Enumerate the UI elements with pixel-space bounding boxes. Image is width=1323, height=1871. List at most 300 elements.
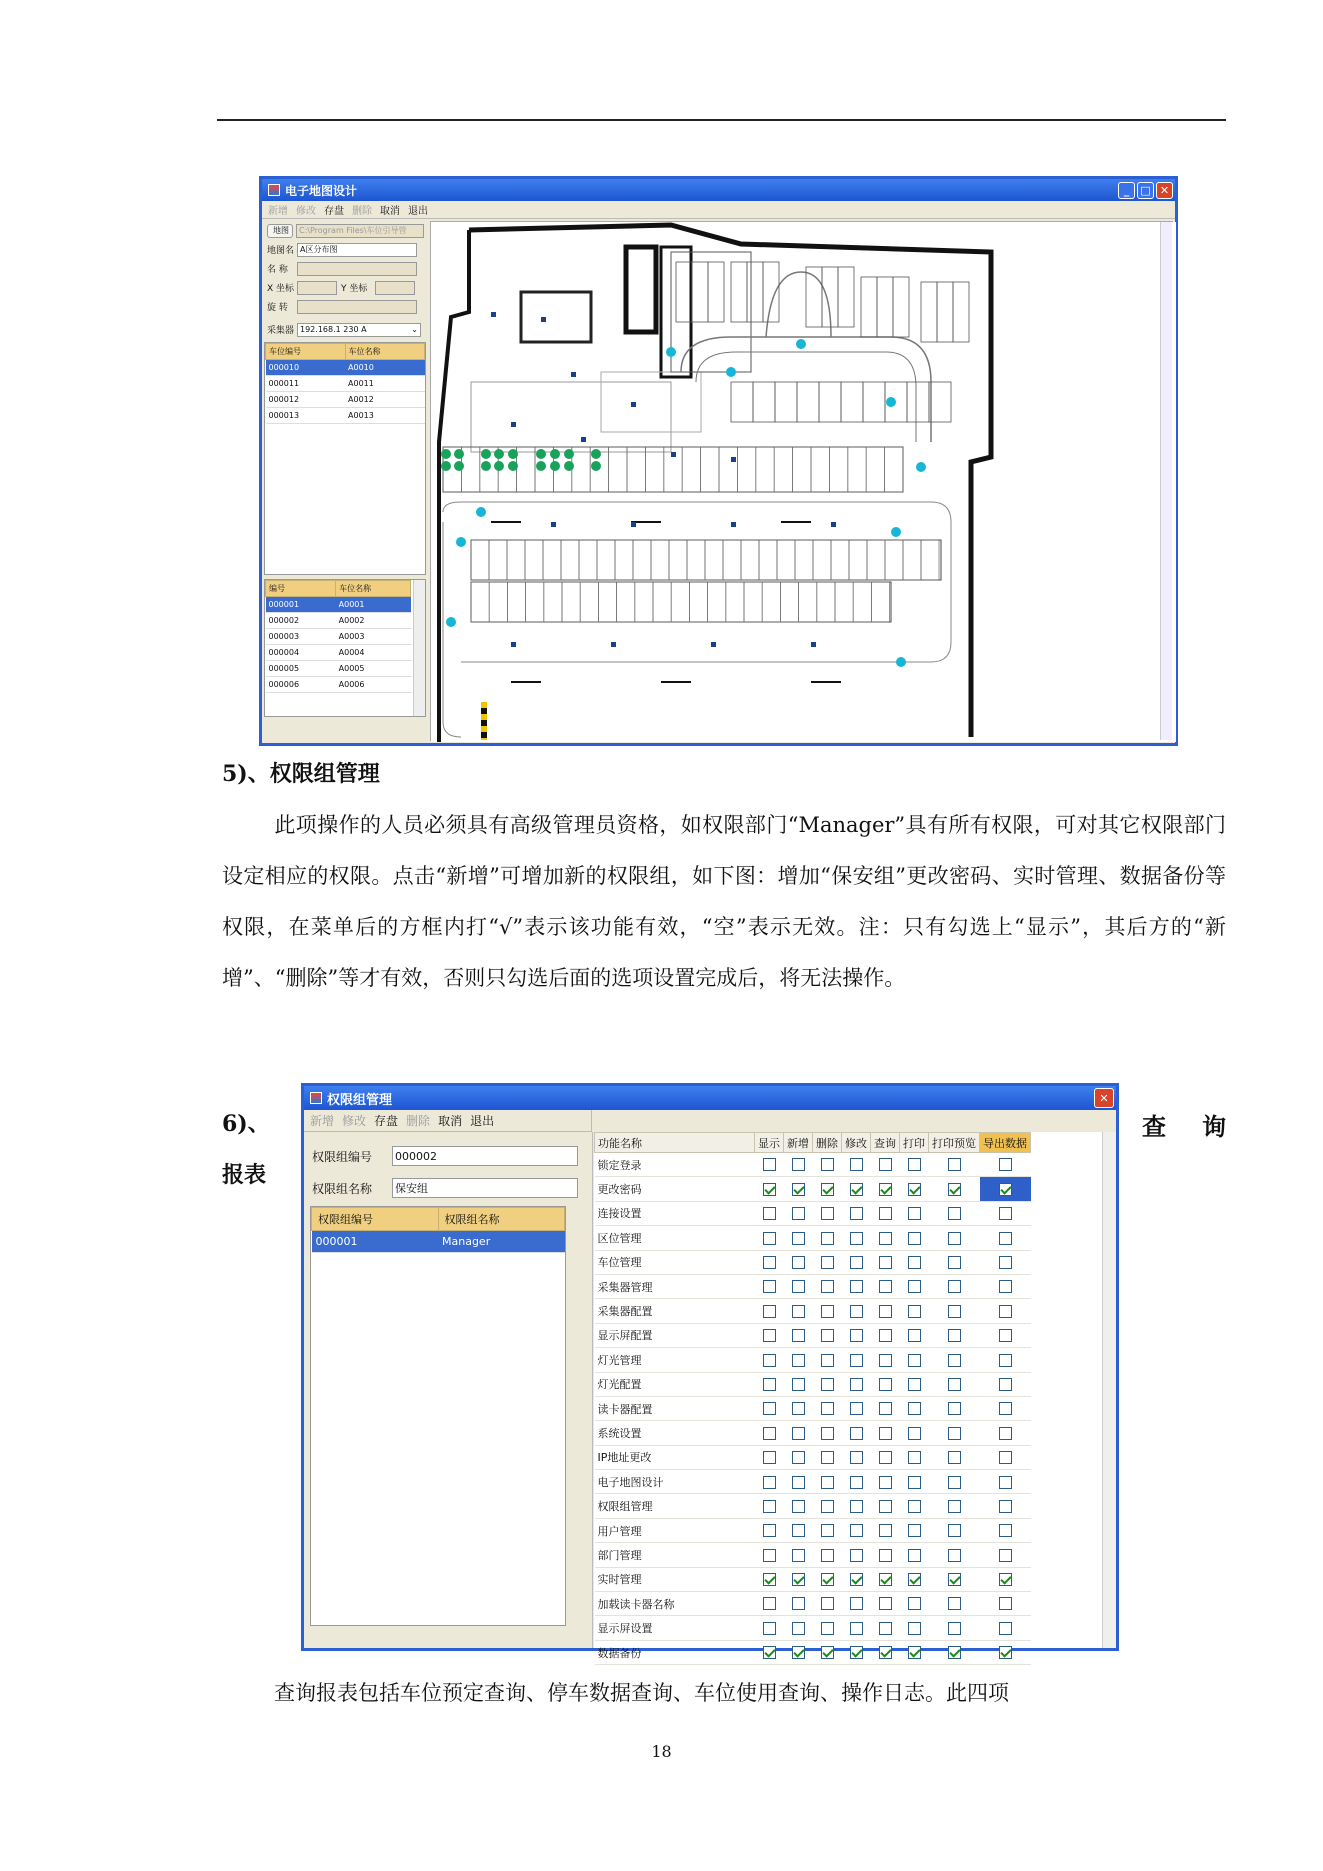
permission-checkbox[interactable] xyxy=(999,1597,1012,1610)
permission-checkbox[interactable] xyxy=(908,1378,921,1391)
permission-checkbox[interactable] xyxy=(792,1427,805,1440)
permission-checkbox[interactable] xyxy=(908,1524,921,1537)
permission-checkbox[interactable] xyxy=(948,1597,961,1610)
permission-checkbox[interactable] xyxy=(879,1573,892,1586)
permission-checkbox[interactable] xyxy=(763,1378,776,1391)
permission-checkbox[interactable] xyxy=(792,1280,805,1293)
permission-checkbox[interactable] xyxy=(999,1256,1012,1269)
slot-list-row[interactable] xyxy=(266,597,411,613)
permission-checkbox[interactable] xyxy=(821,1158,834,1171)
slot-row[interactable] xyxy=(266,392,425,408)
function-name: 采集器管理 xyxy=(595,1274,755,1298)
permission-checkbox[interactable] xyxy=(792,1500,805,1513)
cell: A0002 xyxy=(336,613,411,629)
chevron-down-icon[interactable]: ⌄ xyxy=(411,325,418,334)
permission-checkbox[interactable] xyxy=(879,1183,892,1196)
permission-checkbox[interactable] xyxy=(821,1622,834,1635)
permission-checkbox[interactable] xyxy=(879,1232,892,1245)
permission-checkbox[interactable] xyxy=(908,1256,921,1269)
structural-column xyxy=(571,372,576,377)
permission-checkbox[interactable] xyxy=(999,1549,1012,1562)
permission-checkbox[interactable] xyxy=(908,1305,921,1318)
permission-checkbox[interactable] xyxy=(908,1573,921,1586)
perm-cell xyxy=(980,1518,1031,1542)
permission-checkbox[interactable] xyxy=(821,1549,834,1562)
permission-checkbox[interactable] xyxy=(908,1183,921,1196)
permission-checkbox[interactable] xyxy=(948,1378,961,1391)
perm-cell xyxy=(784,1177,813,1201)
perm-row xyxy=(595,1567,1031,1591)
perm-cell xyxy=(900,1494,929,1518)
perm-row xyxy=(595,1348,1031,1372)
list-scrollbar[interactable] xyxy=(413,580,425,716)
permission-checkbox[interactable] xyxy=(850,1549,863,1562)
permission-checkbox[interactable] xyxy=(850,1573,863,1586)
y-coord-field[interactable] xyxy=(375,281,415,295)
permission-checkbox[interactable] xyxy=(850,1622,863,1635)
permission-checkbox[interactable] xyxy=(763,1207,776,1220)
permission-checkbox[interactable] xyxy=(821,1280,834,1293)
perm-cell xyxy=(755,1396,784,1420)
perm-row xyxy=(595,1421,1031,1445)
permission-checkbox[interactable] xyxy=(821,1354,834,1367)
permission-checkbox[interactable] xyxy=(763,1524,776,1537)
map-menu-item[interactable]: 修改 xyxy=(296,206,316,217)
perm-menu-item[interactable]: 删除 xyxy=(406,1114,431,1128)
permission-checkbox[interactable] xyxy=(948,1256,961,1269)
column-header[interactable]: 权限组名称 xyxy=(438,1208,565,1231)
map-menu-item[interactable]: 删除 xyxy=(352,206,372,217)
permission-checkbox[interactable] xyxy=(948,1354,961,1367)
cell: A0010 xyxy=(345,360,425,376)
column-header[interactable]: 车位编号 xyxy=(266,344,346,360)
map-menu-item[interactable]: 退出 xyxy=(408,206,428,217)
permission-checkbox[interactable] xyxy=(948,1451,961,1464)
perm-cell xyxy=(980,1177,1031,1201)
permission-checkbox[interactable] xyxy=(850,1354,863,1367)
permission-checkbox[interactable] xyxy=(821,1305,834,1318)
permission-checkbox[interactable] xyxy=(850,1378,863,1391)
perm-menu-item[interactable]: 存盘 xyxy=(374,1114,399,1128)
section-5-text: 此项操作的人员必须具有高级管理员资格，如权限部门“Manager”具有所有权限，可对其它权限部门设定相应的权限。点击“新增”可增加新的权限组，如下图：增加“保安组”更改密码、实时管理、数据备份等权限，在菜单后的方框内打“√”表示该功能有效，“空”表示无效。注：只有勾选上“显示”，其后方的“新增”、“删除”等才有效，否则只勾选后面的选项设置完成后，将无法操作。 xyxy=(222,813,1226,990)
perm-column-header[interactable]: 显示 xyxy=(755,1133,784,1153)
cell: 000001 xyxy=(312,1231,439,1253)
perm-cell xyxy=(929,1274,980,1298)
permission-checkbox[interactable] xyxy=(763,1183,776,1196)
slot-list-row[interactable] xyxy=(266,677,411,693)
perm-cell xyxy=(871,1177,900,1201)
perm-cell xyxy=(900,1250,929,1274)
permission-checkbox[interactable] xyxy=(999,1524,1012,1537)
permission-checkbox[interactable] xyxy=(763,1158,776,1171)
map-path-field[interactable]: C:\Program Files\车位引导管 xyxy=(296,224,424,238)
permission-checkbox[interactable] xyxy=(792,1597,805,1610)
perm-vertical-scrollbar[interactable] xyxy=(1102,1132,1116,1648)
permission-checkbox[interactable] xyxy=(792,1329,805,1342)
permission-checkbox[interactable] xyxy=(948,1646,961,1659)
permission-checkbox[interactable] xyxy=(999,1183,1012,1196)
perm-row xyxy=(595,1494,1031,1518)
slot-list-row[interactable] xyxy=(266,645,411,661)
column-header[interactable]: 编号 xyxy=(266,581,336,597)
rotate-field[interactable] xyxy=(297,300,417,314)
function-name: 显示屏配置 xyxy=(595,1323,755,1347)
permission-checkbox[interactable] xyxy=(908,1500,921,1513)
permission-checkbox[interactable] xyxy=(763,1305,776,1318)
perm-cell xyxy=(871,1299,900,1323)
column-header[interactable]: 车位名称 xyxy=(345,344,425,360)
permission-checkbox[interactable] xyxy=(821,1402,834,1415)
permission-checkbox[interactable] xyxy=(948,1402,961,1415)
perm-cell xyxy=(784,1592,813,1616)
perm-column-header[interactable]: 修改 xyxy=(842,1133,871,1153)
perm-cell xyxy=(813,1250,842,1274)
perm-column-header[interactable]: 导出数据 xyxy=(980,1133,1031,1153)
perm-column-header[interactable]: 打印预览 xyxy=(929,1133,980,1153)
permission-checkbox[interactable] xyxy=(792,1573,805,1586)
perm-cell xyxy=(871,1616,900,1640)
permission-checkbox[interactable] xyxy=(999,1500,1012,1513)
permission-checkbox[interactable] xyxy=(763,1280,776,1293)
cell: A0001 xyxy=(336,597,411,613)
permission-checkbox[interactable] xyxy=(850,1476,863,1489)
minimize-icon[interactable]: _ xyxy=(1118,182,1135,199)
permission-checkbox[interactable] xyxy=(879,1597,892,1610)
slot-row[interactable] xyxy=(266,408,425,424)
slot-list-row[interactable] xyxy=(266,661,411,677)
permission-checkbox[interactable] xyxy=(999,1280,1012,1293)
perm-cell xyxy=(813,1494,842,1518)
permission-checkbox[interactable] xyxy=(763,1549,776,1562)
permission-checkbox[interactable] xyxy=(821,1476,834,1489)
permission-checkbox[interactable] xyxy=(821,1207,834,1220)
section-6-prefix: 6)、 xyxy=(222,1111,270,1137)
permission-checkbox[interactable] xyxy=(948,1280,961,1293)
function-name: 采集器配置 xyxy=(595,1299,755,1323)
permission-checkbox[interactable] xyxy=(879,1354,892,1367)
permission-checkbox[interactable] xyxy=(763,1354,776,1367)
permission-checkbox[interactable] xyxy=(763,1476,776,1489)
permission-checkbox[interactable] xyxy=(999,1329,1012,1342)
permission-checkbox[interactable] xyxy=(792,1549,805,1562)
perm-column-header[interactable]: 功能名称 xyxy=(595,1133,755,1153)
permission-checkbox[interactable] xyxy=(879,1280,892,1293)
permission-checkbox[interactable] xyxy=(999,1476,1012,1489)
parking-map-canvas[interactable] xyxy=(430,221,1173,741)
permission-checkbox[interactable] xyxy=(792,1476,805,1489)
permission-checkbox[interactable] xyxy=(948,1549,961,1562)
slot-list-grid xyxy=(264,579,426,717)
permission-checkbox[interactable] xyxy=(879,1427,892,1440)
permission-checkbox[interactable] xyxy=(821,1232,834,1245)
permission-checkbox[interactable] xyxy=(850,1158,863,1171)
permission-checkbox[interactable] xyxy=(763,1402,776,1415)
permission-checkbox[interactable] xyxy=(999,1378,1012,1391)
permission-checkbox[interactable] xyxy=(821,1646,834,1659)
permission-checkbox[interactable] xyxy=(999,1305,1012,1318)
permission-checkbox[interactable] xyxy=(792,1378,805,1391)
permission-checkbox[interactable] xyxy=(792,1402,805,1415)
permission-checkbox[interactable] xyxy=(763,1646,776,1659)
perm-cell xyxy=(755,1323,784,1347)
permission-checkbox[interactable] xyxy=(763,1622,776,1635)
perm-cell xyxy=(900,1348,929,1372)
occupied-marker xyxy=(441,461,451,471)
map-design-window xyxy=(259,176,1178,746)
map-vertical-scrollbar[interactable] xyxy=(1160,222,1172,740)
permission-checkbox[interactable] xyxy=(908,1207,921,1220)
occupied-marker xyxy=(454,449,464,459)
slot-row[interactable] xyxy=(266,360,425,376)
permission-checkbox[interactable] xyxy=(763,1597,776,1610)
permission-checkbox[interactable] xyxy=(908,1451,921,1464)
permission-checkbox[interactable] xyxy=(792,1207,805,1220)
perm-menu-item[interactable]: 修改 xyxy=(342,1114,367,1128)
permission-checkbox[interactable] xyxy=(948,1207,961,1220)
permission-checkbox[interactable] xyxy=(792,1183,805,1196)
permission-checkbox[interactable] xyxy=(879,1451,892,1464)
permission-checkbox[interactable] xyxy=(763,1232,776,1245)
name-field[interactable] xyxy=(297,262,417,276)
permission-checkbox[interactable] xyxy=(792,1622,805,1635)
perm-cell xyxy=(784,1299,813,1323)
permission-checkbox[interactable] xyxy=(879,1256,892,1269)
perm-row xyxy=(595,1274,1031,1298)
map-name-field[interactable]: A区分布图 xyxy=(297,243,417,257)
perm-menu-item[interactable]: 新增 xyxy=(310,1114,335,1128)
function-name: IP地址更改 xyxy=(595,1445,755,1469)
permission-checkbox[interactable] xyxy=(948,1573,961,1586)
permission-checkbox[interactable] xyxy=(879,1305,892,1318)
perm-cell xyxy=(784,1274,813,1298)
perm-cell xyxy=(900,1372,929,1396)
perm-cell xyxy=(900,1470,929,1494)
permission-checkbox[interactable] xyxy=(763,1427,776,1440)
permission-checkbox[interactable] xyxy=(792,1524,805,1537)
map-properties-panel xyxy=(264,221,426,741)
perm-cell xyxy=(842,1323,871,1347)
permission-checkbox[interactable] xyxy=(879,1378,892,1391)
group-id-field[interactable]: 000002 xyxy=(392,1146,578,1166)
guide-marker xyxy=(476,507,486,517)
perm-cell xyxy=(980,1396,1031,1420)
close-icon[interactable]: ✕ xyxy=(1094,1088,1114,1108)
map-select-button[interactable]: 地图 xyxy=(267,224,293,238)
permission-checkbox[interactable] xyxy=(879,1500,892,1513)
permission-checkbox[interactable] xyxy=(850,1500,863,1513)
permission-checkbox[interactable] xyxy=(763,1500,776,1513)
permission-checkbox[interactable] xyxy=(763,1329,776,1342)
perm-cell xyxy=(784,1494,813,1518)
permission-checkbox[interactable] xyxy=(879,1158,892,1171)
permission-checkbox[interactable] xyxy=(792,1451,805,1464)
permission-checkbox[interactable] xyxy=(908,1597,921,1610)
permission-checkbox[interactable] xyxy=(850,1597,863,1610)
permission-checkbox[interactable] xyxy=(821,1451,834,1464)
perm-cell xyxy=(813,1177,842,1201)
permission-checkbox[interactable] xyxy=(850,1402,863,1415)
permission-checkbox[interactable] xyxy=(999,1402,1012,1415)
guide-marker xyxy=(896,657,906,667)
permission-checkbox[interactable] xyxy=(821,1427,834,1440)
perm-column-header[interactable]: 新增 xyxy=(784,1133,813,1153)
perm-cell xyxy=(755,1494,784,1518)
permission-checkbox[interactable] xyxy=(999,1573,1012,1586)
perm-column-header[interactable]: 打印 xyxy=(900,1133,929,1153)
permission-table-panel xyxy=(594,1132,1116,1660)
permission-checkbox[interactable] xyxy=(821,1524,834,1537)
guide-marker xyxy=(666,347,676,357)
structural-column xyxy=(731,457,736,462)
permission-checkbox[interactable] xyxy=(763,1573,776,1586)
perm-cell xyxy=(784,1226,813,1250)
permission-checkbox[interactable] xyxy=(850,1305,863,1318)
perm-cell xyxy=(784,1250,813,1274)
perm-cell xyxy=(980,1421,1031,1445)
permission-checkbox[interactable] xyxy=(999,1354,1012,1367)
permission-checkbox[interactable] xyxy=(908,1646,921,1659)
permission-checkbox[interactable] xyxy=(879,1207,892,1220)
permission-checkbox[interactable] xyxy=(908,1329,921,1342)
permission-checkbox[interactable] xyxy=(908,1476,921,1489)
permission-checkbox[interactable] xyxy=(850,1256,863,1269)
map-menu-item[interactable]: 取消 xyxy=(380,206,400,217)
permission-checkbox[interactable] xyxy=(821,1573,834,1586)
permission-checkbox[interactable] xyxy=(948,1524,961,1537)
permission-group-window xyxy=(301,1083,1119,1660)
perm-cell xyxy=(842,1201,871,1225)
permission-checkbox[interactable] xyxy=(792,1305,805,1318)
slot-list-row[interactable] xyxy=(266,613,411,629)
perm-cell xyxy=(784,1201,813,1225)
permission-checkbox[interactable] xyxy=(821,1183,834,1196)
slot-list-row[interactable] xyxy=(266,629,411,645)
slot-row-header xyxy=(266,344,425,360)
perm-cell xyxy=(929,1445,980,1469)
permission-checkbox[interactable] xyxy=(999,1427,1012,1440)
permission-checkbox[interactable] xyxy=(908,1622,921,1635)
perm-cell xyxy=(813,1226,842,1250)
map-menu-item[interactable]: 新增 xyxy=(268,206,288,217)
group-name-field[interactable]: 保安组 xyxy=(392,1178,578,1198)
perm-row xyxy=(595,1445,1031,1469)
perm-cell xyxy=(842,1616,871,1640)
permission-checkbox[interactable] xyxy=(850,1427,863,1440)
occupied-marker xyxy=(536,461,546,471)
perm-cell xyxy=(980,1153,1031,1177)
permission-checkbox[interactable] xyxy=(948,1232,961,1245)
permission-checkbox[interactable] xyxy=(908,1402,921,1415)
map-window-titlebar xyxy=(262,179,1175,201)
column-header[interactable]: 车位名称 xyxy=(336,581,411,597)
permission-checkbox[interactable] xyxy=(850,1183,863,1196)
permission-checkbox[interactable] xyxy=(948,1500,961,1513)
permission-checkbox[interactable] xyxy=(879,1402,892,1415)
permission-checkbox[interactable] xyxy=(999,1622,1012,1635)
function-name: 电子地图设计 xyxy=(595,1470,755,1494)
permission-checkbox[interactable] xyxy=(792,1158,805,1171)
perm-column-header[interactable]: 查询 xyxy=(871,1133,900,1153)
permission-checkbox[interactable] xyxy=(821,1329,834,1342)
permission-checkbox[interactable] xyxy=(879,1646,892,1659)
close-icon[interactable]: ✕ xyxy=(1156,182,1173,199)
column-header[interactable]: 权限组编号 xyxy=(312,1208,439,1231)
permission-checkbox[interactable] xyxy=(948,1305,961,1318)
occupied-marker xyxy=(494,449,504,459)
occupied-marker xyxy=(564,461,574,471)
group-row[interactable] xyxy=(312,1231,565,1253)
perm-cell xyxy=(980,1348,1031,1372)
permission-checkbox[interactable] xyxy=(879,1622,892,1635)
permission-checkbox[interactable] xyxy=(908,1354,921,1367)
permission-checkbox[interactable] xyxy=(948,1476,961,1489)
permission-checkbox[interactable] xyxy=(999,1451,1012,1464)
permission-checkbox[interactable] xyxy=(999,1232,1012,1245)
maximize-icon[interactable]: □ xyxy=(1137,182,1154,199)
permission-checkbox[interactable] xyxy=(850,1524,863,1537)
permission-checkbox[interactable] xyxy=(999,1158,1012,1171)
permission-checkbox[interactable] xyxy=(948,1622,961,1635)
permission-checkbox[interactable] xyxy=(850,1329,863,1342)
perm-cell xyxy=(871,1153,900,1177)
permission-checkbox[interactable] xyxy=(879,1476,892,1489)
permission-checkbox[interactable] xyxy=(850,1207,863,1220)
permission-checkbox[interactable] xyxy=(792,1354,805,1367)
permission-checkbox[interactable] xyxy=(821,1500,834,1513)
permission-checkbox[interactable] xyxy=(908,1232,921,1245)
permission-checkbox[interactable] xyxy=(763,1256,776,1269)
permission-checkbox[interactable] xyxy=(850,1232,863,1245)
permission-checkbox[interactable] xyxy=(948,1427,961,1440)
permission-checkbox[interactable] xyxy=(908,1549,921,1562)
permission-checkbox[interactable] xyxy=(821,1256,834,1269)
collector-select[interactable] xyxy=(297,323,421,337)
permission-checkbox[interactable] xyxy=(948,1158,961,1171)
permission-checkbox[interactable] xyxy=(792,1646,805,1659)
permission-checkbox[interactable] xyxy=(879,1329,892,1342)
permission-checkbox[interactable] xyxy=(850,1451,863,1464)
guide-marker xyxy=(886,397,896,407)
permission-checkbox[interactable] xyxy=(908,1427,921,1440)
permission-checkbox[interactable] xyxy=(850,1280,863,1293)
perm-menu-item[interactable]: 退出 xyxy=(470,1114,495,1128)
permission-checkbox[interactable] xyxy=(821,1597,834,1610)
permission-checkbox[interactable] xyxy=(879,1524,892,1537)
perm-cell xyxy=(813,1421,842,1445)
permission-checkbox[interactable] xyxy=(792,1256,805,1269)
perm-menu-item[interactable]: 取消 xyxy=(438,1114,463,1128)
structural-column xyxy=(731,522,736,527)
permission-checkbox[interactable] xyxy=(948,1329,961,1342)
map-menu-item[interactable]: 存盘 xyxy=(324,206,344,217)
permission-checkbox[interactable] xyxy=(908,1158,921,1171)
permission-checkbox[interactable] xyxy=(999,1646,1012,1659)
guide-marker xyxy=(456,537,466,547)
permission-checkbox[interactable] xyxy=(763,1451,776,1464)
perm-toolbar xyxy=(304,1110,592,1132)
permission-checkbox[interactable] xyxy=(908,1280,921,1293)
permission-checkbox[interactable] xyxy=(999,1207,1012,1220)
x-coord-field[interactable] xyxy=(297,281,337,295)
permission-checkbox[interactable] xyxy=(792,1232,805,1245)
permission-checkbox[interactable] xyxy=(879,1549,892,1562)
permission-checkbox[interactable] xyxy=(948,1183,961,1196)
perm-column-header[interactable]: 删除 xyxy=(813,1133,842,1153)
slot-row[interactable] xyxy=(266,376,425,392)
permission-checkbox[interactable] xyxy=(850,1646,863,1659)
permission-checkbox[interactable] xyxy=(821,1378,834,1391)
header-rule xyxy=(217,119,1226,121)
